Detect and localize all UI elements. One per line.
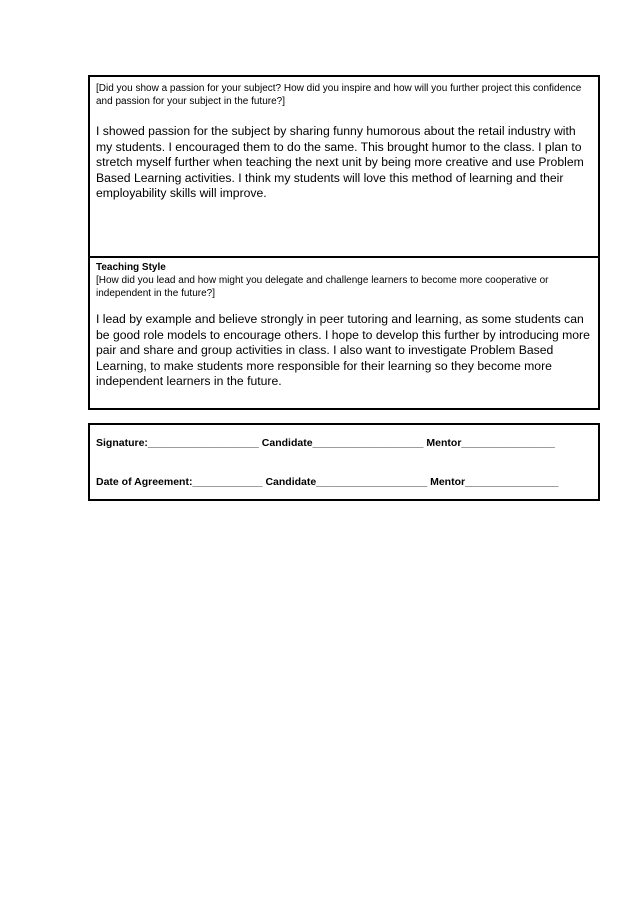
- teaching-style-answer: I lead by example and believe strongly in peer tutoring and learning, as some students can be good role models to encourage others. I hope to develop this further by introducing more pair and share and group activities in class. I also want to investigate Problem Based Learning, to make students more responsible for their learning so they become more independent learners in the future.: [96, 312, 590, 389]
- signature-line: Signature:___________________ Candidate___________________ Mentor________________: [96, 437, 555, 449]
- passion-prompt: [Did you show a passion for your subject? How did you inspire and how will you further project this confidence and passion for your subject in the future?]: [96, 83, 582, 107]
- passion-answer: I showed passion for the subject by sharing funny humorous about the retail industry with my students. I encouraged them to do the same. This brought humor to the class. I plan to stretch myself further when teaching the next unit by being more creative and use Problem Based Learning activities. I think my students will love this method of learning and their employability skills will improve.: [96, 124, 584, 201]
- passion-section: [90, 77, 598, 258]
- reflection-box: [88, 75, 600, 410]
- teaching-style-prompt: [How did you lead and how might you delegate and challenge learners to become more cooperative or independent in the future?]: [96, 275, 549, 299]
- agreement-box: [88, 423, 600, 501]
- teaching-style-section: [90, 258, 598, 390]
- date-of-agreement-line: Date of Agreement:____________ Candidate___________________ Mentor________________: [96, 476, 559, 488]
- teaching-style-heading: Teaching Style: [96, 262, 166, 273]
